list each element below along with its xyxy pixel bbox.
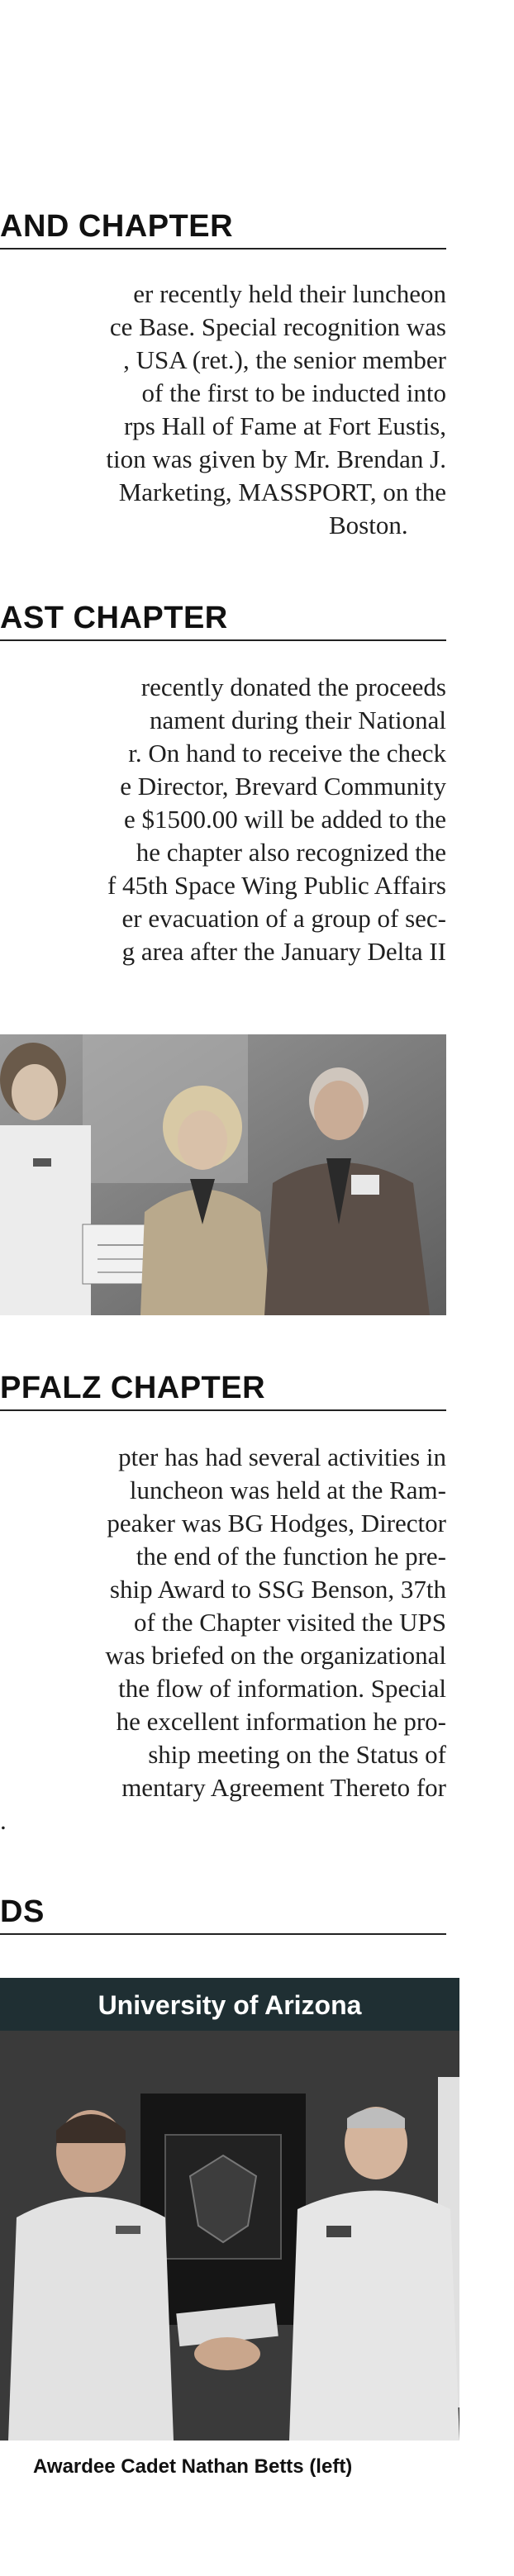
text-line: he excellent information he pro-	[116, 1707, 446, 1736]
text-line: er recently held their luncheon	[133, 279, 446, 308]
text-line: peaker was BG Hodges, Director	[107, 1509, 446, 1538]
text-line: nament during their National	[150, 706, 446, 734]
section-1-paragraph	[0, 278, 446, 550]
section-heading-4	[0, 1895, 446, 1935]
text-line: Marketing, MASSPORT, on the	[118, 478, 446, 506]
text-line: was briefed on the organizational	[105, 1641, 446, 1670]
text-line: e Director, Brevard Community	[120, 772, 446, 801]
text-line: er evacuation of a group of sec-	[121, 904, 446, 933]
text-line: tion was given by Mr. Brendan J.	[106, 444, 446, 473]
award-photo	[0, 1978, 459, 2441]
text-line: Boston.	[329, 511, 408, 539]
text-line: of the Chapter visited the UPS	[134, 1608, 446, 1637]
text-line: mentary Agreement Thereto for	[121, 1773, 446, 1802]
award-caption: Awardee Cadet Nathan Betts (left)	[33, 2455, 353, 2478]
text-line: .	[0, 1806, 7, 1835]
text-line: rps Hall of Fame at Fort Eustis,	[123, 411, 446, 440]
banner-text: University of Arizona	[98, 1990, 362, 2020]
check-presentation-illustration	[0, 1034, 446, 1315]
text-line: pter has had several activities in	[118, 1442, 446, 1471]
section-2-paragraph	[0, 671, 446, 977]
text-line: r. On hand to receive the check	[128, 739, 446, 768]
text-line: g area after the January Delta II	[121, 937, 446, 966]
section-heading-text: AST CHAPTER	[0, 601, 228, 635]
text-line: , USA (ret.), the senior member	[123, 345, 446, 374]
text-line: luncheon was held at the Ram-	[129, 1476, 446, 1504]
text-line: recently donated the proceeds	[140, 673, 446, 701]
section-heading-text: PFALZ CHAPTER	[0, 1371, 266, 1405]
section-heading-text: DS	[0, 1895, 45, 1929]
text-line: he chapter also recognized the	[136, 838, 446, 867]
text-line: e $1500.00 will be added to the	[124, 805, 446, 834]
award-illustration	[0, 1978, 459, 2441]
check-presentation-photo	[0, 1034, 446, 1315]
section-heading-text: AND CHAPTER	[0, 210, 234, 244]
section-heading-1	[0, 210, 446, 250]
section-heading-2	[0, 601, 446, 641]
text-line: ship Award to SSG Benson, 37th	[109, 1575, 446, 1604]
text-line: f 45th Space Wing Public Affairs	[107, 871, 446, 900]
text-line: the end of the function he pre-	[136, 1542, 446, 1571]
section-heading-3	[0, 1371, 446, 1411]
text-line: ship meeting on the Status of	[148, 1740, 446, 1769]
text-line: the flow of information. Special	[118, 1674, 446, 1703]
text-line: of the first to be inducted into	[141, 378, 446, 407]
text-line: ce Base. Special recognition was	[109, 312, 446, 341]
section-3-paragraph	[0, 1441, 446, 1837]
